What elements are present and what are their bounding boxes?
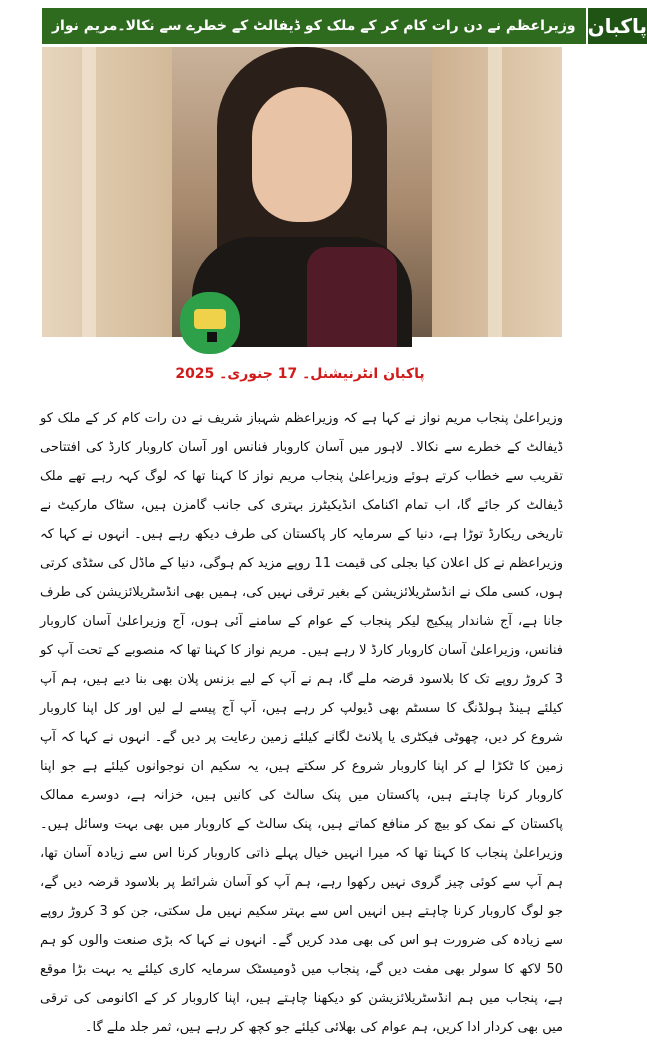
article-body: وزیراعلیٰ پنجاب مریم نواز نے کہا ہے کہ وزیراعظم شہباز شریف نے دن رات کام کر کے ملک کو ڈیفالٹ کے خطرے سے نکالا۔ لاہور میں آسان کاروبار فنانس اور آسان کاروبار کارڈ کی افتتاحی تقریب سے خطاب کرتے ہوئے وزیراعلیٰ پنجاب مریم نواز کا کہنا تھا کہ لوگ کہہ رہے تھے ملک ڈیفالٹ کر جائے گا، اب تمام اکنامک انڈیکیٹرز بہتری کی جانب گامزن ہیں، سٹاک مارکیٹ نے تاریخی ریکارڈ توڑا ہے، دنیا کے سرمایہ کار پاکستان کی طرف دیکھ رہے ہیں۔ انہوں نے کہا کہ وزیراعظم نے کل اعلان کیا بجلی کی قیمت 11 روپے مزید کم ہوگی، دنیا کے ماڈل کی سٹڈی کرتی ہوں، کسی ملک نے انڈسٹریلائزیشن کے بغیر ترقی نہیں کی، ہمیں بھی انڈسٹریلائزیشن کی طرف جانا ہے، آج شاندار پیکیج لیکر پنجاب کے عوام کے سامنے آئی ہوں، آج وزیراعلیٰ آسان کاروبار فنانس، وزیراعلیٰ آسان کاروبار کارڈ لا رہے ہیں۔ مریم نواز کا کہنا تھا کہ منصوبے کے تحت آپ کو 3 کروڑ روپے تک کا بلاسود قرضہ ملے گا، ہم نے آپ کے لیے بزنس پلان بھی بنا دیے ہیں، ہم آپ کیلئے ہینڈ ہولڈنگ کا سسٹم بھی ڈیولپ کر رہے ہیں، آپ آج پیسے لے لیں اور کل اپنا کاروبار شروع کر دیں، چھوٹی فیکٹری یا پلانٹ لگانے کیلئے زمین رعایت پر دیں گے۔ انہوں نے کہا کہ آپ زمین کا ٹکڑا لے کر اپنا کاروبار شروع کر سکتے ہیں، یہ سکیم ان نوجوانوں کیلئے ہے جو اپنا کاروبار کرنا چاہتے ہیں، پاکستان میں پنک سالٹ کی کانیں ہیں، خزانہ ہے، دوسرے ممالک پاکستان کے نمک کو بیچ کر منافع کماتے ہیں، پنک سالٹ کے کاروبار میں بھی بہت وسائل ہیں۔ وزیراعلیٰ پنجاب کا کہنا تھا کہ میرا انہیں خیال پہلے ذاتی کاروبار کرنا اس سے زیادہ آسان تھا، ہم آپ سے کوئی چیز گروی نہیں رکھوا رہے، ہم آپ کو آسان شرائط پر بلاسود قرضہ دیں گے، جو لوگ کاروبار کرنا چاہتے ہیں انہیں اس سے بہتر سکیم نہیں مل سکتی، جن کو 3 کروڑ روپے سے زیادہ کی ضرورت ہو اس کی بھی مدد کریں گے۔ انہوں نے کہا کہ بڑی صنعت والوں کو ہم 50 لاکھ کا سولر بھی مفت دیں گے، پنجاب میں ڈومیسٹک سرمایہ کاری کیلئے یہ بہت بڑا موقع ہے، پنجاب میں ہم انڈسٹریلائزیشن کو دیکھنا چاہتے ہیں، اپنا کاروبار کر کے اکانومی کی ترقی میں بھی کردار ادا کریں، ہم عوام کی بھلائی کیلئے جو کچھ کر رہے ہیں، ثمر جلد ملے گا۔ bbox=[40, 411, 563, 1035]
microphone-logo bbox=[194, 309, 226, 329]
photo-pillar bbox=[82, 47, 96, 337]
photo-speaker-scarf bbox=[307, 247, 397, 347]
photo-speaker-face bbox=[252, 87, 352, 222]
news-photo bbox=[42, 47, 562, 337]
photo-pillar bbox=[488, 47, 502, 337]
brand-logo: پاکبان bbox=[586, 8, 647, 44]
microphone-stand bbox=[207, 332, 217, 342]
dateline: پاکبان انٹرنیشنل۔ 17 جنوری۔ 2025 bbox=[175, 366, 425, 382]
headline-banner bbox=[42, 8, 647, 44]
photo-wall-left bbox=[42, 47, 172, 337]
headline-text: وزیراعظم نے دن رات کام کر کے ملک کو ڈیفالٹ کے خطرے سے نکالا۔مریم نواز bbox=[42, 8, 586, 44]
